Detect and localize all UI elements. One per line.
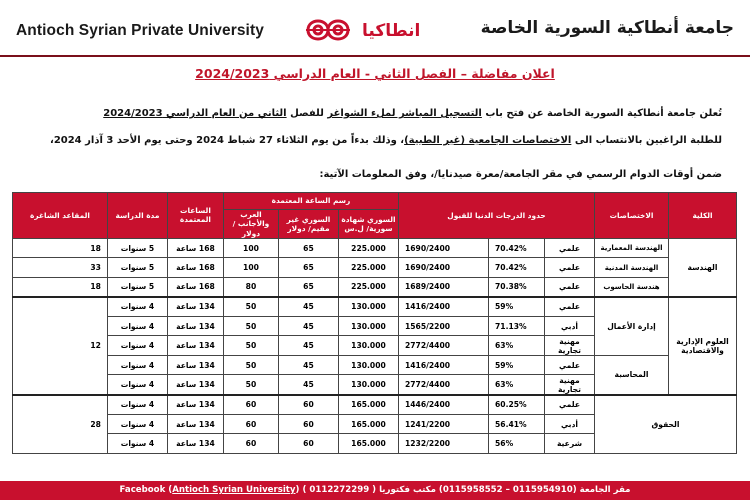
stream-cell: علمي: [545, 297, 595, 317]
duration-cell: 4 سنوات: [107, 395, 167, 415]
fee-syp-cell: 165.000: [338, 395, 398, 415]
hours-cell: 134 ساعة: [167, 395, 223, 415]
pct-cell: 63%: [489, 375, 545, 395]
header-duration: مدة الدراسة: [107, 193, 167, 239]
grade-cell: 1232/2200: [398, 434, 488, 454]
header-divider: [0, 55, 750, 57]
pct-cell: 70.42%: [489, 238, 545, 258]
announcement-title: اعلان مفاضلة – الفصل الثاني - العام الدراسي 2024/2023: [195, 66, 555, 81]
fee-nonres-cell: 60: [278, 395, 338, 415]
specialty-cell: الهندسة المعمارية: [595, 238, 669, 258]
logo-text: انطاكيا: [362, 21, 421, 41]
specialty-cell: الهندسة المدنية: [595, 258, 669, 278]
pct-cell: 59%: [489, 355, 545, 375]
seats-law: 28: [13, 395, 108, 454]
duration-cell: 4 سنوات: [107, 375, 167, 395]
duration-cell: 4 سنوات: [107, 297, 167, 317]
grade-cell: 1565/2200: [398, 316, 488, 336]
facebook-link[interactable]: Facebook (Antioch Syrian University): [119, 485, 300, 495]
grade-cell: 1241/2200: [398, 414, 488, 434]
table-row: [13, 258, 737, 278]
fee-foreign-cell: 80: [223, 277, 278, 297]
header-seats: المقاعد الشاغرة: [13, 193, 108, 239]
header-specialty: الاختصاصات: [595, 193, 669, 239]
fee-syp-cell: 165.000: [338, 414, 398, 434]
duration-cell: 5 سنوات: [107, 277, 167, 297]
pct-cell: 56%: [489, 434, 545, 454]
college-law: الحقوق: [595, 395, 737, 454]
header-college: الكلية: [669, 193, 737, 239]
specialty-cell: هندسة الحاسوب: [595, 277, 669, 297]
grade-cell: 2772/4400: [398, 375, 488, 395]
facebook-label: Facebook: [119, 485, 166, 495]
table-row: [13, 355, 737, 375]
fee-syp-cell: 130.000: [338, 375, 398, 395]
grade-cell: 1446/2400: [398, 395, 488, 415]
table-row: [13, 277, 737, 297]
grade-cell: 1416/2400: [398, 297, 488, 317]
fee-foreign-cell: 50: [223, 355, 278, 375]
fee-nonres-cell: 65: [278, 277, 338, 297]
fee-foreign-cell: 100: [223, 238, 278, 258]
hours-cell: 168 ساعة: [167, 277, 223, 297]
university-name-en: Antioch Syrian Private University: [16, 22, 264, 39]
grade-cell: 1689/2400: [398, 277, 488, 297]
line1-pre: تُعلن جامعة أنطاكية السورية الخاصة عن فتح باب: [481, 108, 722, 119]
stream-cell: شرعية: [545, 434, 595, 454]
pct-cell: 56.41%: [489, 414, 545, 434]
duration-cell: 4 سنوات: [107, 434, 167, 454]
college-business: العلوم الإدارية والاقتصادية: [669, 297, 737, 395]
fee-foreign-cell: 50: [223, 336, 278, 356]
specialty-business-admin: إدارة الأعمال: [595, 297, 669, 356]
fee-foreign-cell: 60: [223, 414, 278, 434]
facebook-page-name: Antioch Syrian University: [172, 485, 296, 495]
seats-cell: 18: [13, 238, 108, 258]
pct-cell: 71.13%: [489, 316, 545, 336]
hours-cell: 134 ساعة: [167, 434, 223, 454]
fee-nonres-cell: 45: [278, 375, 338, 395]
stream-cell: علمي: [545, 277, 595, 297]
pct-cell: 63%: [489, 336, 545, 356]
header-hours: الساعات المعتمدة: [167, 193, 223, 239]
admissions-table: [12, 192, 737, 454]
header: [0, 0, 750, 60]
header-fee-syrian-nonres: السوري غير مقيم/ دولار: [278, 210, 338, 239]
hours-cell: 134 ساعة: [167, 414, 223, 434]
header-fee-arab-foreign: العرب والأجانب / دولار: [223, 210, 278, 239]
seats-cell: 33: [13, 258, 108, 278]
grade-cell: 1690/2400: [398, 258, 488, 278]
table-row: [13, 297, 737, 317]
fee-nonres-cell: 60: [278, 434, 338, 454]
table-row: [13, 238, 737, 258]
stream-cell: مهنية تجارية: [545, 336, 595, 356]
fee-syp-cell: 130.000: [338, 355, 398, 375]
duration-cell: 4 سنوات: [107, 355, 167, 375]
fee-nonres-cell: 45: [278, 297, 338, 317]
hours-cell: 134 ساعة: [167, 316, 223, 336]
fee-foreign-cell: 100: [223, 258, 278, 278]
hours-cell: 168 ساعة: [167, 238, 223, 258]
university-logo-icon: [300, 8, 450, 52]
fee-nonres-cell: 45: [278, 336, 338, 356]
announcement-line-3: ضمن أوقات الدوام الرسمي في مقر الجامعة/معرة صيدنايا/، وفق المعلومات الآتية:: [319, 169, 722, 180]
grade-cell: 1690/2400: [398, 238, 488, 258]
header-min-grades: حدود الدرجات الدنيا للقبول: [398, 193, 594, 239]
hours-cell: 134 ساعة: [167, 336, 223, 356]
hours-cell: 134 ساعة: [167, 355, 223, 375]
duration-cell: 5 سنوات: [107, 238, 167, 258]
fee-foreign-cell: 50: [223, 316, 278, 336]
fee-syp-cell: 130.000: [338, 316, 398, 336]
duration-cell: 4 سنوات: [107, 336, 167, 356]
announcement-line-1: [103, 108, 722, 119]
stream-cell: علمي: [545, 238, 595, 258]
fee-nonres-cell: 65: [278, 258, 338, 278]
line2-specialties: الاختصاصات الجامعية (غير الطبية): [404, 135, 572, 146]
fee-syp-cell: 130.000: [338, 336, 398, 356]
stream-cell: مهنية تجارية: [545, 375, 595, 395]
fee-nonres-cell: 45: [278, 316, 338, 336]
line2-pre: للطلبة الراغبين بالانتساب الى: [571, 135, 722, 146]
duration-cell: 4 سنوات: [107, 414, 167, 434]
college-engineering: الهندسة: [669, 238, 737, 297]
line1-mid: للفصل: [286, 108, 328, 119]
stream-cell: أدبي: [545, 316, 595, 336]
stream-cell: أدبي: [545, 414, 595, 434]
pct-cell: 70.38%: [489, 277, 545, 297]
specialty-accounting: المحاسبة: [595, 355, 669, 395]
fee-foreign-cell: 60: [223, 434, 278, 454]
fee-nonres-cell: 65: [278, 238, 338, 258]
table-row: [13, 395, 737, 415]
stream-cell: علمي: [545, 258, 595, 278]
fee-syp-cell: 225.000: [338, 258, 398, 278]
seats-business: 12: [13, 297, 108, 395]
announcement-line-2: [50, 135, 722, 146]
seats-cell: 18: [13, 277, 108, 297]
fee-syp-cell: 225.000: [338, 238, 398, 258]
hours-cell: 134 ساعة: [167, 297, 223, 317]
pct-cell: 70.42%: [489, 258, 545, 278]
grade-cell: 2772/4400: [398, 336, 488, 356]
grade-cell: 1416/2400: [398, 355, 488, 375]
fee-syp-cell: 130.000: [338, 297, 398, 317]
fee-syp-cell: 225.000: [338, 277, 398, 297]
duration-cell: 5 سنوات: [107, 258, 167, 278]
fee-nonres-cell: 45: [278, 355, 338, 375]
line1-direct-registration: التسجيل المباشر لملء الشواغر: [327, 108, 482, 119]
line2-post: ، وذلك بدءاً من يوم الثلاثاء 27 شباط 2024 وحتى يوم الأحد 3 آذار 2024،: [50, 135, 405, 146]
hours-cell: 168 ساعة: [167, 258, 223, 278]
university-name-ar: جامعة أنطاكية السورية الخاصة: [480, 18, 734, 38]
stream-cell: علمي: [545, 395, 595, 415]
fee-nonres-cell: 60: [278, 414, 338, 434]
fee-foreign-cell: 60: [223, 395, 278, 415]
footer-address: مقر الجامعة (0115954910 – 0115958552) مكتب فكتوريا ( 0112272299 ): [302, 485, 631, 495]
fee-foreign-cell: 50: [223, 297, 278, 317]
fee-foreign-cell: 50: [223, 375, 278, 395]
pct-cell: 60.25%: [489, 395, 545, 415]
stream-cell: علمي: [545, 355, 595, 375]
duration-cell: 4 سنوات: [107, 316, 167, 336]
header-fee-syrian-cert: السوري شهادة سورية/ ل.س: [338, 210, 398, 239]
fee-syp-cell: 165.000: [338, 434, 398, 454]
header-fee-group: رسم الساعة المعتمدة: [223, 193, 398, 210]
pct-cell: 59%: [489, 297, 545, 317]
line1-semester: الثاني من العام الدراسي 2024/2023: [103, 108, 287, 119]
hours-cell: 134 ساعة: [167, 375, 223, 395]
footer-contact-bar: [0, 481, 750, 500]
